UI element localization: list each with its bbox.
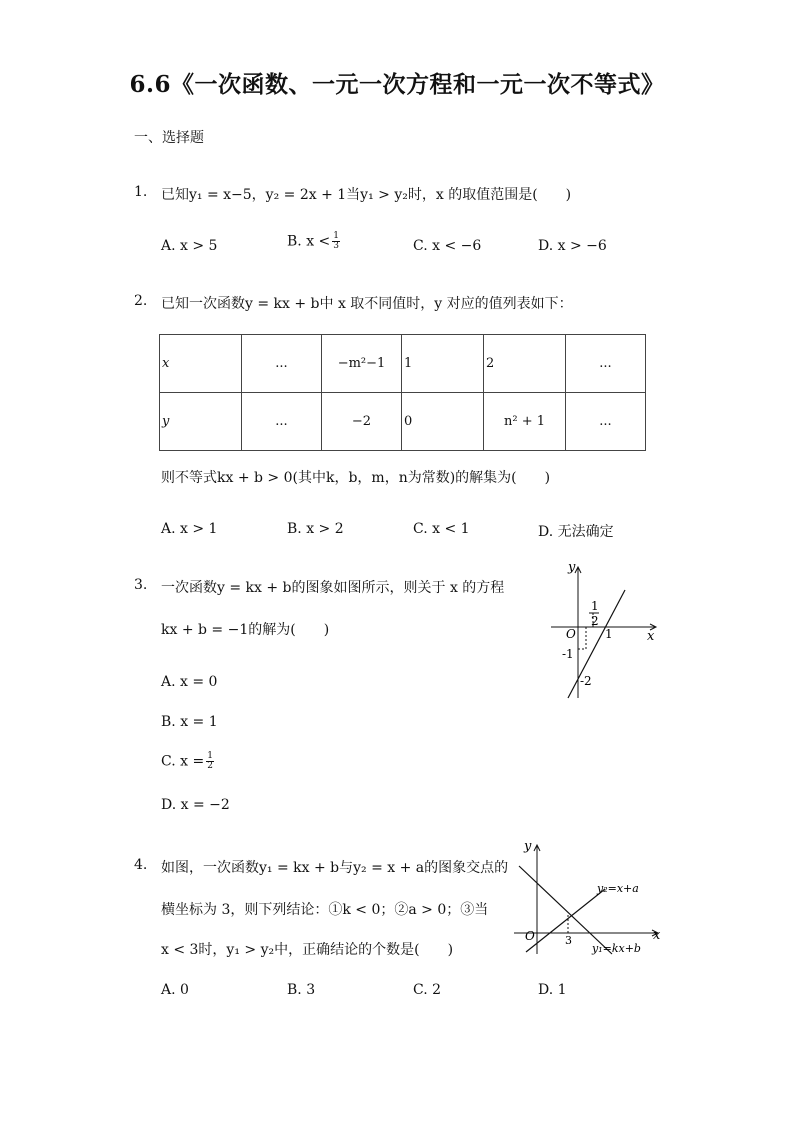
q2-option-a: A. x > 1 xyxy=(161,521,218,537)
q4-option-b: B. 3 xyxy=(287,982,316,998)
half-denominator: 2 xyxy=(591,614,599,628)
x-axis-label: x xyxy=(647,629,655,644)
table-cell: 0 xyxy=(402,393,484,451)
q4-stem-line2: 横坐标为 3，则下列结论：①k < 0；②a > 0；③当 xyxy=(161,902,489,918)
line-y2-label: y₂=x+a xyxy=(597,882,639,895)
q2-stem: 已知一次函数y = kx + b中 x 取不同值时，y 对应的值列表如下： xyxy=(161,296,573,312)
fraction-denominator: 2 xyxy=(207,761,213,771)
q4-option-c: C. 2 xyxy=(413,982,442,998)
q3-graph xyxy=(548,558,668,703)
q3-option-c-fraction xyxy=(206,752,214,771)
half-numerator: 1 xyxy=(591,599,599,613)
table-cell: −m²−1 xyxy=(322,335,402,393)
q1-option-c: C. x < −6 xyxy=(413,238,482,254)
q4-graph xyxy=(510,836,670,968)
q1-number: 1. xyxy=(134,184,148,200)
table-cell: x xyxy=(160,335,242,393)
q3-option-d: D. x = −2 xyxy=(161,797,230,813)
q2-stem-continued: 则不等式kx + b > 0(其中k，b，m，n为常数)的解集为( ) xyxy=(161,470,551,486)
q3-option-c-label: C. x = xyxy=(161,753,205,770)
fraction-numerator: 1 xyxy=(333,231,339,241)
q4-number: 4. xyxy=(134,857,148,873)
q1-option-b-fraction xyxy=(332,232,340,251)
origin-label: O xyxy=(566,627,576,641)
table-cell: y xyxy=(160,393,242,451)
x-three-label: 3 xyxy=(565,934,572,947)
table-cell: 2 xyxy=(484,335,566,393)
q2-number: 2. xyxy=(134,293,148,309)
q3-option-a: A. x = 0 xyxy=(161,674,218,690)
q3-stem-continued: kx + b = −1的解为( ) xyxy=(161,622,330,638)
fraction-numerator: 1 xyxy=(207,751,213,761)
q2-option-c: C. x < 1 xyxy=(413,521,470,537)
table-cell: n² + 1 xyxy=(484,393,566,451)
q4-stem-line3: x < 3时，y₁ > y₂中，正确结论的个数是( ) xyxy=(161,942,454,958)
table-cell: ... xyxy=(566,393,646,451)
table-cell: ... xyxy=(242,335,322,393)
section-heading: 一、选择题 xyxy=(134,130,204,146)
q1-option-b-label: B. x < xyxy=(287,233,331,250)
table-cell: 1 xyxy=(402,335,484,393)
q3-stem: 一次函数y = kx + b的图象如图所示，则关于 x 的方程 xyxy=(161,580,505,596)
table-row xyxy=(160,393,646,451)
y-axis-label: y xyxy=(568,560,576,575)
q3-option-b: B. x = 1 xyxy=(161,714,218,730)
q4-option-a: A. 0 xyxy=(161,982,189,998)
x-one-label: 1 xyxy=(605,627,613,641)
q1-stem: 已知y₁ = x−5，y₂ = 2x + 1当y₁ > y₂时，x 的取值范围是( ) xyxy=(161,187,572,203)
q4-option-d: D. 1 xyxy=(538,982,567,998)
q2-option-d: D. 无法确定 xyxy=(538,524,614,540)
origin-label: O xyxy=(525,929,535,943)
y-neg-one-label: -1 xyxy=(562,647,574,661)
q3-option-c xyxy=(161,752,214,771)
table-cell: −2 xyxy=(322,393,402,451)
table-row xyxy=(160,335,646,393)
table-cell: ... xyxy=(242,393,322,451)
q3-number: 3. xyxy=(134,577,148,593)
q2-value-table xyxy=(159,334,646,451)
fraction-denominator: 3 xyxy=(333,241,339,251)
q1-option-d: D. x > −6 xyxy=(538,238,607,254)
line-y1-label: y₁=kx+b xyxy=(592,942,641,955)
x-axis-label: x xyxy=(653,928,661,943)
q2-option-b: B. x > 2 xyxy=(287,521,344,537)
table-cell: ... xyxy=(566,335,646,393)
page-title: 6.6《一次函数、一元一次方程和一元一次不等式》 xyxy=(129,71,665,98)
q4-stem: 如图，一次函数y₁ = kx + b与y₂ = x + a的图象交点的 xyxy=(161,860,509,876)
y-axis-label: y xyxy=(524,839,532,854)
q1-option-b xyxy=(287,232,340,251)
y-neg-two-label: -2 xyxy=(580,674,592,688)
q1-option-a: A. x > 5 xyxy=(161,238,218,254)
